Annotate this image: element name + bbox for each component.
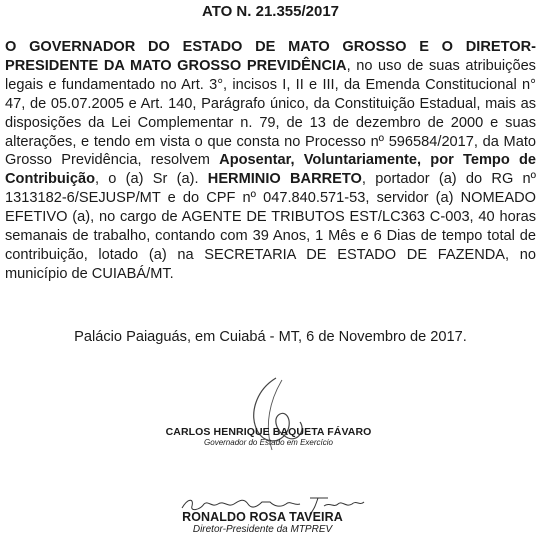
governor-role: Governador do Estado em Exercício — [204, 438, 333, 447]
place-and-date: Palácio Paiaguás, em Cuiabá - MT, 6 de Novembro de 2017. — [74, 329, 467, 345]
retirement-type: Aposentar, Voluntariamente, por Tempo de Contribuição — [5, 152, 536, 188]
intro-authority: O GOVERNADOR DO ESTADO DE MATO GROSSO E O DIRETOR-PRESIDENTE DA MATO GROSSO PREVIDÊNCIA — [5, 39, 536, 74]
document-title: ATO N. 21.355/2017 — [201, 3, 340, 20]
legal-basis-text: , no uso de suas atribuições legais e fundamentado no Art. 3°, incisos I, II e III, da Emenda Constitucional n° 47, de 05.07.2005 e Art. 140, Parágrafo único, da Constituição Estadual, mais as disposições da Lei Complementar n. 79, de 13 de dezembro de 2000 e suas alterações, e tendo em vista o que consta no Processo nº 596584/2017, da Mato Grosso Previdência, resolvem — [5, 57, 536, 169]
connector-text: , o (a) Sr (a). — [95, 171, 208, 188]
director-name: RONALDO ROSA TAVEIRA — [182, 510, 343, 524]
beneficiary-name: HERMINIO BARRETO — [207, 171, 362, 188]
director-signature — [0, 510, 533, 535]
act-body — [5, 38, 536, 284]
governor-name: CARLOS HENRIQUE BAQUETA FÁVARO — [165, 426, 372, 438]
director-role: Diretor-Presidente da MTPREV — [192, 524, 333, 535]
governor-signature — [0, 426, 539, 447]
beneficiary-details: , portador (a) do RG nº 1313182-6/SEJUSP/MT e do CPF nº 047.840.571-53, servidor (a) NOMEADO EFETIVO (a), no cargo de AGENTE DE TRIBUTOS EST/LC363 C-003, 40 horas semanais de trabalho, contando com 39 Anos, 1 Mês e 6 Dias de tempo total de contribuição, lotado (a) na SECRETARIA DE ESTADO DE FAZENDA, no município de CUIABÁ/MT. — [5, 171, 537, 282]
